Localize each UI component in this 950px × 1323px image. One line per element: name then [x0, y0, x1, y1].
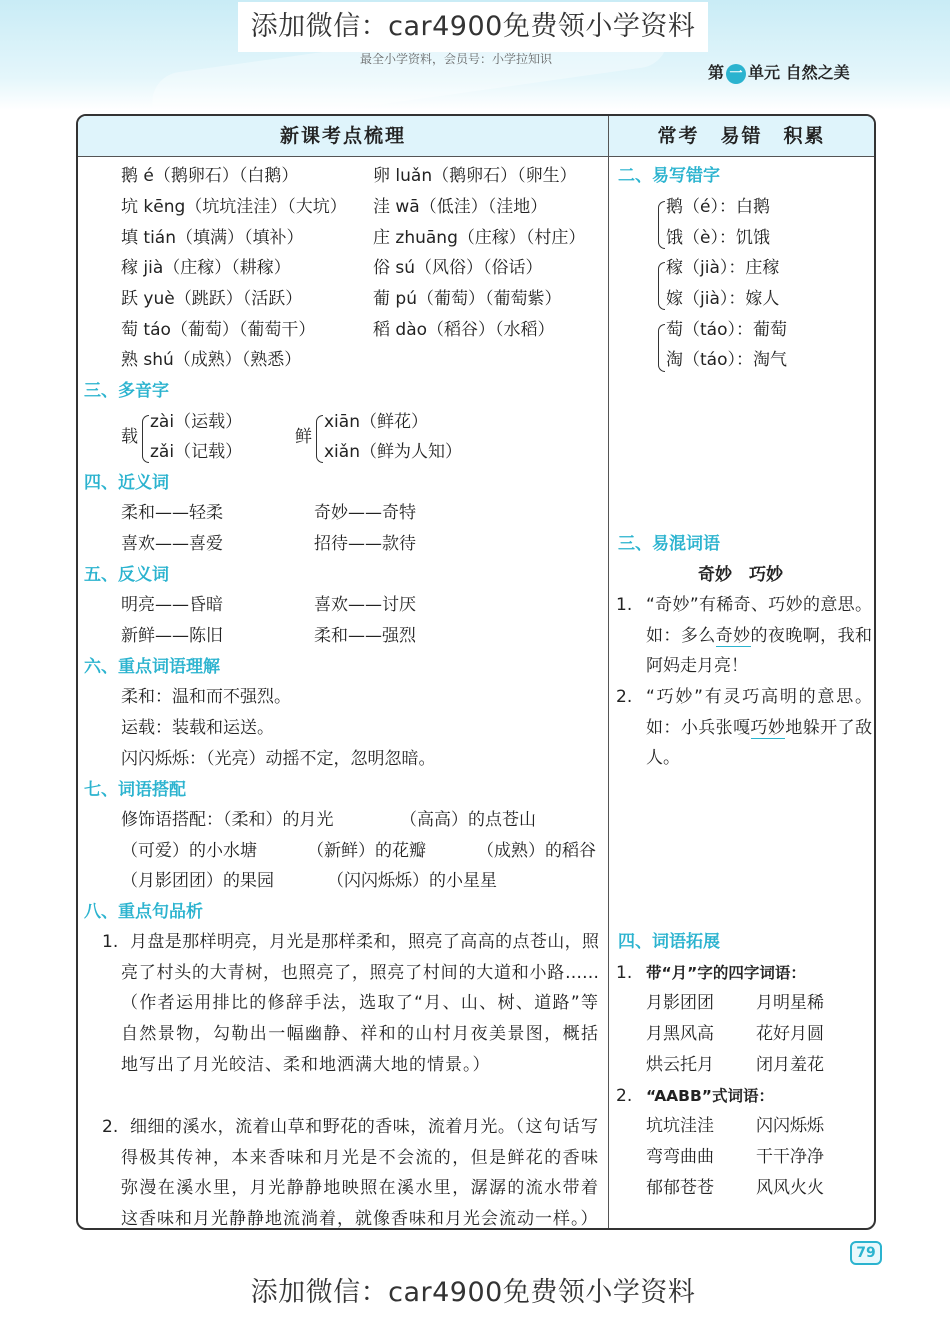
- sentence-analysis-2: 细细的溪水，流着山草和野花的香味，流着月光。（这句话写得极其传神，本来香味和月光是不会流的，但是鲜花的香味弥漫在溪水里，月光静静地映照在溪水里，潺潺的流水带着这香味和月光静静地流淌着，就像香味和月光会流动一样。）: [121, 1117, 600, 1230]
- expansion-word: 月明星稀: [756, 993, 824, 1013]
- expansion-word: 干干净净: [756, 1147, 824, 1167]
- column-divider: [608, 116, 609, 1228]
- confusable-char: 饿（è）：饥饿: [666, 228, 770, 248]
- confusable-char: 萄（táo）：葡萄: [666, 320, 787, 340]
- antonym-pair: 明亮——昏暗: [121, 595, 223, 615]
- expansion-word: 月影团团: [646, 993, 714, 1013]
- collocation: （新鲜）的花瓣: [307, 841, 426, 861]
- section-title-confusing-words: 三、易混词语: [618, 534, 720, 554]
- polyphone-char: 载: [121, 427, 138, 447]
- list-number: 2.: [102, 1117, 119, 1137]
- word-entry: 坑 kēng（坑坑洼洼）（大坑）: [121, 197, 347, 217]
- brace-icon: [142, 415, 149, 463]
- collocation: （高高）的点苍山: [400, 810, 536, 830]
- header-subtitle: 最全小学资料，会员号：小学拉知识: [360, 52, 553, 66]
- watermark-top: 添加微信：car4900免费领小学资料: [238, 2, 708, 52]
- collocation: （闪闪烁烁）的小星星: [327, 871, 497, 891]
- expansion-word: 月黑风高: [646, 1024, 714, 1044]
- section-title-antonyms: 五、反义词: [84, 565, 169, 585]
- word-entry: 跃 yuè（跳跃）（活跃）: [121, 289, 303, 309]
- word-meaning: 柔和：温和而不强烈。: [121, 687, 291, 707]
- word-meaning: 闪闪烁烁：（光亮）动摇不定，忽明忽暗。: [121, 749, 436, 769]
- polyphone-reading: zǎi（记载）: [150, 442, 243, 462]
- word-entry: 萄 táo（葡萄）（葡萄干）: [121, 320, 316, 340]
- word-meaning: 运载：装载和运送。: [121, 718, 274, 738]
- brace-icon: [658, 262, 665, 310]
- collocation: （成熟）的稻谷: [477, 841, 596, 861]
- brace-icon: [658, 324, 665, 372]
- expansion-heading: “AABB”式词语：: [646, 1087, 774, 1105]
- word-entry: 庄 zhuāng（庄稼）（村庄）: [373, 228, 586, 248]
- synonym-pair: 奇妙——奇特: [314, 503, 416, 523]
- left-column-header: 新课考点梳理: [78, 116, 608, 157]
- confusing-word-pair: 奇妙 巧妙: [698, 565, 783, 585]
- section-title-word-meaning: 六、重点词语理解: [84, 657, 220, 677]
- word-entry: 葡 pú（葡萄）（葡萄紫）: [373, 289, 562, 309]
- polyphone-reading: xiǎn（鲜为人知）: [324, 442, 462, 462]
- word-entry: 鹅 é（鹅卵石）（白鹅）: [121, 166, 299, 186]
- expansion-word: 弯弯曲曲: [646, 1147, 714, 1167]
- word-entry: 填 tián（填满）（填补）: [121, 228, 304, 248]
- section-title-collocations: 七、词语搭配: [84, 780, 186, 800]
- antonym-pair: 柔和——强烈: [314, 626, 416, 646]
- word-entry: 洼 wā（低洼）（洼地）: [373, 197, 548, 217]
- list-number: 2.: [616, 1086, 633, 1106]
- brace-icon: [658, 201, 665, 249]
- list-number: 1.: [616, 595, 633, 615]
- expansion-word: 闪闪烁烁: [756, 1116, 824, 1136]
- polyphone-reading: xiān（鲜花）: [324, 412, 428, 432]
- confusable-char: 淘（táo）：淘气: [666, 350, 787, 370]
- unit-label: 第 一 单元 自然之美: [708, 63, 850, 82]
- unit-number-badge: 一: [726, 64, 746, 84]
- list-number: 1.: [616, 963, 633, 983]
- brace-icon: [316, 415, 323, 463]
- collocation: （月影团团）的果园: [121, 871, 274, 891]
- confusing-word-explanation-1: “奇妙”有稀奇、巧妙的意思。如：多么奇妙的夜晚啊，我和阿妈走月亮！: [646, 595, 873, 677]
- antonym-pair: 喜欢——讨厌: [314, 595, 416, 615]
- confusable-char: 嫁（jià）：嫁人: [666, 289, 780, 309]
- expansion-word: 闭月羞花: [756, 1055, 824, 1075]
- antonym-pair: 新鲜——陈旧: [121, 626, 223, 646]
- word-entry: 稻 dào（稻谷）（水稻）: [373, 320, 555, 340]
- word-entry: 俗 sú（风俗）（俗话）: [373, 258, 543, 278]
- sentence-analysis-1: 月盘是那样明亮，月光是那样柔和，照亮了高高的点苍山，照亮了村头的大青树，也照亮了，照亮了村间的大道和小路……（作者运用排比的修辞手法，选取了“月、山、树、道路”等自然景物，勾勒出一幅幽静、祥和的山村月夜美景图，概括地写出了月光皎洁、柔和地洒满大地的情景。）: [121, 932, 599, 1075]
- section-title-synonyms: 四、近义词: [84, 473, 169, 493]
- section-title-polyphones: 三、多音字: [84, 381, 169, 401]
- expansion-heading: 带“月”字的四字词语：: [646, 964, 806, 982]
- expansion-word: 坑坑洼洼: [646, 1116, 714, 1136]
- confusing-word-explanation-2: “巧妙”有灵巧高明的意思。如：小兵张嘎巧妙地躲开了敌人。: [646, 687, 873, 769]
- watermark-bottom: 添加微信：car4900免费领小学资料: [238, 1268, 708, 1318]
- word-entry: 卵 luǎn（鹅卵石）（卵生）: [373, 166, 577, 186]
- word-entry: 稼 jià（庄稼）（耕稼）: [121, 258, 291, 278]
- expansion-word: 风风火火: [756, 1178, 824, 1198]
- right-column-header: 常考 易错 积累: [609, 116, 874, 157]
- list-number: 1.: [102, 932, 119, 952]
- expansion-word: 郁郁苍苍: [646, 1178, 714, 1198]
- section-title-misspelled: 二、易写错字: [618, 166, 720, 186]
- page-number: 79: [850, 1241, 882, 1265]
- collocation: 修饰语搭配：（柔和）的月光: [121, 810, 334, 830]
- polyphone-char: 鲜: [295, 427, 312, 447]
- list-number: 2.: [616, 687, 633, 707]
- synonym-pair: 柔和——轻柔: [121, 503, 223, 523]
- confusable-char: 鹅（é）：白鹅: [666, 197, 770, 217]
- word-entry: 熟 shú（成熟）（熟悉）: [121, 350, 302, 370]
- section-title-sentence-analysis: 八、重点句品析: [84, 902, 203, 922]
- polyphone-reading: zài（运载）: [150, 412, 243, 432]
- synonym-pair: 喜欢——喜爱: [121, 534, 223, 554]
- expansion-word: 花好月圆: [756, 1024, 824, 1044]
- confusable-char: 稼（jià）：庄稼: [666, 258, 780, 278]
- expansion-word: 烘云托月: [646, 1055, 714, 1075]
- collocation: （可爱）的小水塘: [121, 841, 257, 861]
- synonym-pair: 招待——款待: [314, 534, 416, 554]
- section-title-word-expansion: 四、词语拓展: [618, 932, 720, 952]
